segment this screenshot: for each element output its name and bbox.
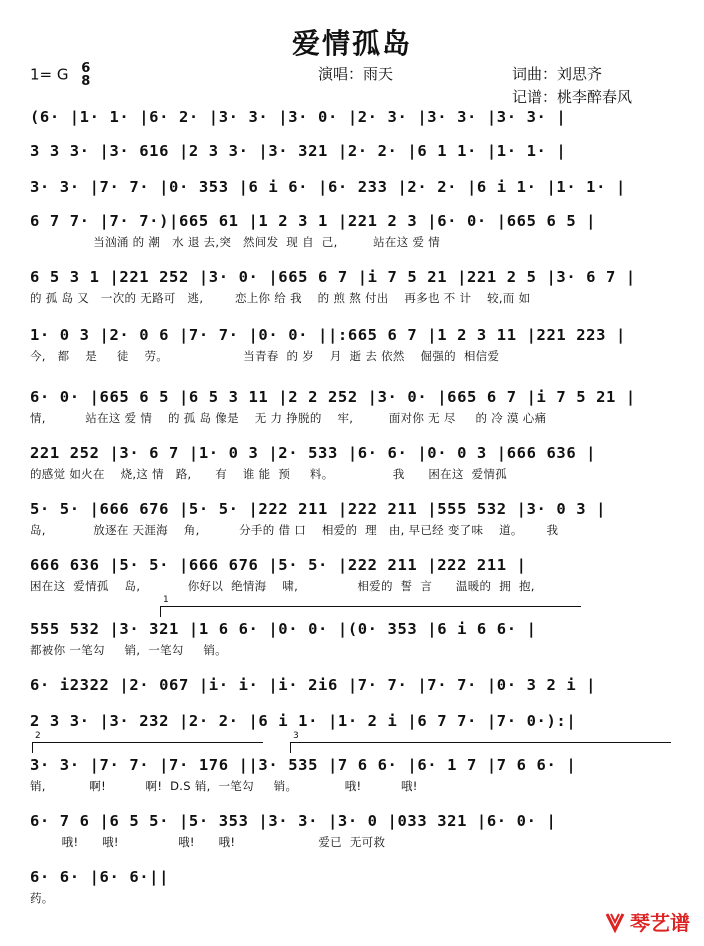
volta-label: 3	[293, 731, 299, 741]
notation-row: 6· i2322 |2· 067 |i· i· |i· 2i6 |7· 7· |7· 7· |0· 3 2 i |	[30, 676, 597, 694]
notation-row: 666 636 |5· 5· |666 676 |5· 5· |222 211 |222 211 |	[30, 556, 527, 574]
logo-text: 琴艺谱	[630, 911, 690, 935]
notation-row: 3· 3· |7· 7· |7· 176 ||3· 535 |7 6 6· |6· 1 7 |7 6 6· |	[30, 756, 577, 774]
notation-row: 6· 6· |6· 6·||	[30, 868, 170, 886]
lyric-row: 都被你 一笔勾 销, 一笔勾 销。	[30, 643, 227, 657]
lyric-row: 情, 站在这 爱 情 的 孤 岛 像是 无 力 挣脱的 牢, 面对你 无 尽 的 冷 漠 心痛	[30, 411, 547, 425]
time-denominator: 8	[81, 74, 91, 89]
notation-row: 6 5 3 1 |221 252 |3· 0· |665 6 7 |i 7 5 21 |221 2 5 |3· 6 7 |	[30, 268, 636, 286]
lyric-row: 哦! 哦! 哦! 哦! 爱已 无可救	[30, 835, 386, 849]
volta-bracket-2	[32, 731, 263, 753]
lyric-row: 药。	[30, 891, 54, 905]
notation-row: 6· 7 6 |6 5 5· |5· 353 |3· 3· |3· 0 |033 321 |6· 0· |	[30, 812, 557, 830]
notation-row: 6 7 7· |7· 7·)|665 61 |1 2 3 1 |221 2 3 |6· 0· |665 6 5 |	[30, 212, 597, 230]
volta-bracket-1	[160, 595, 581, 617]
site-logo	[604, 907, 690, 936]
lyric-row: 当汹涌 的 潮 水 退 去,突 然间发 现 自 己, 站在这 爱 情	[30, 235, 441, 249]
volta-label: 1	[163, 595, 169, 605]
time-signature	[81, 62, 90, 88]
lyric-row: 困在这 爱情孤 岛, 你好以 绝情海 啸, 相爱的 誓 言 温暖的 拥 抱,	[30, 579, 535, 593]
key-signature	[30, 62, 90, 88]
singer-credit: 演唱：雨天	[318, 65, 394, 83]
notation-row: 1· 0 3 |2· 0 6 |7· 7· |0· 0· ||:665 6 7 |1 2 3 11 |221 223 |	[30, 326, 626, 344]
notation-row: 5· 5· |666 676 |5· 5· |222 211 |222 211 |555 532 |3· 0 3 |	[30, 500, 607, 518]
lyric-row: 今, 都 是 徒 劳。 当青春 的 岁 月 逝 去 依然 倔强的 相信爱	[30, 349, 500, 363]
notation-row: 6· 0· |665 6 5 |6 5 3 11 |2 2 252 |3· 0· |665 6 7 |i 7 5 21 |	[30, 388, 636, 406]
lyric-row: 销, 啊! 啊! D.S 销, 一笔勾 销。 哦! 哦!	[30, 779, 418, 793]
notation-row: 3· 3· |7· 7· |0· 353 |6 i 6· |6· 233 |2· 2· |6 i 1· |1· 1· |	[30, 178, 626, 196]
logo-icon	[604, 911, 626, 933]
lyric-row: 岛, 放逐在 天涯海 角, 分手的 借 口 相爱的 理 由, 早已经 变了味 道。 我	[30, 523, 559, 537]
composer-credit: 词曲：刘思齐	[512, 65, 603, 83]
lyric-row: 的 孤 岛 又 一次的 无路可 逃, 恋上你 给 我 的 煎 熬 付出 再多也 不 计 较,而 如	[30, 291, 531, 305]
notation-row: 221 252 |3· 6 7 |1· 0 3 |2· 533 |6· 6· |0· 0 3 |666 636 |	[30, 444, 597, 462]
time-numerator: 6	[81, 61, 91, 76]
key-label: 1= G	[30, 65, 69, 84]
notation-row: (6· |1· 1· |6· 2· |3· 3· |3· 0· |2· 3· |3· 3· |3· 3· |	[30, 108, 567, 126]
notation-row: 2 3 3· |3· 232 |2· 2· |6 i 1· |1· 2 i |6 7 7· |7· 0·):|	[30, 712, 577, 730]
notation-row: 555 532 |3· 321 |1 6 6· |0· 0· |(0· 353 |6 i 6 6· |	[30, 620, 537, 638]
notation-row: 3 3 3· |3· 616 |2 3 3· |3· 321 |2· 2· |6 1 1· |1· 1· |	[30, 142, 567, 160]
lyric-row: 的感觉 如火在 烧,这 情 路, 有 谁 能 预 料。 我 困在这 爱情孤	[30, 467, 508, 481]
volta-label: 2	[35, 731, 41, 741]
notator-credit: 记谱：桃李醉春风	[512, 88, 633, 106]
volta-bracket-3	[290, 731, 671, 753]
song-title: 爱情孤岛	[291, 27, 412, 60]
